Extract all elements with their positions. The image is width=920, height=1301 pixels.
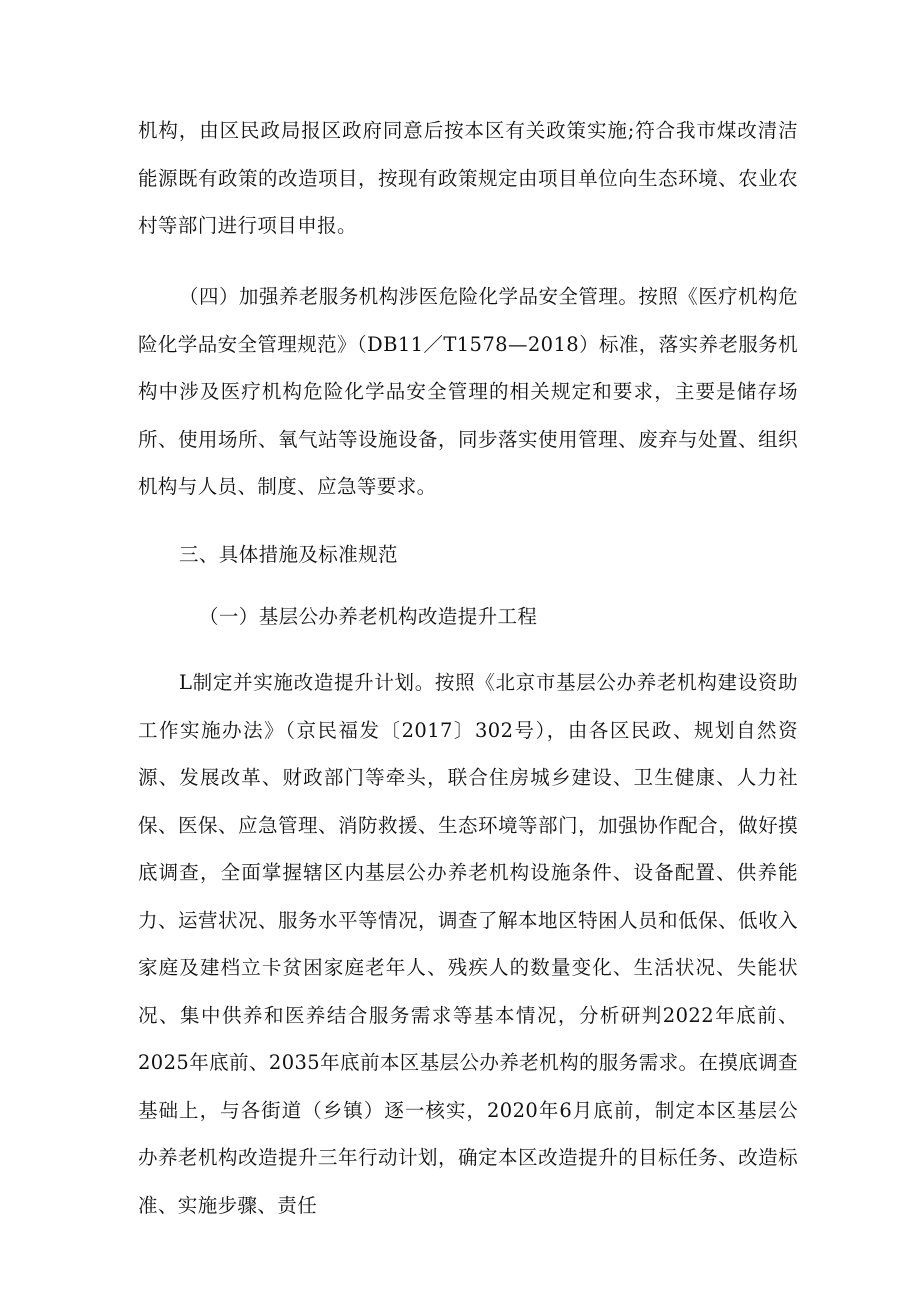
paragraph-upgrade-plan: L制定并实施改造提升计划。按照《北京市基层公办养老机构建设资助工作实施办法》（京民福发〔2017〕302号），由各区民政、规划自然资源、发展改革、财政部门等牵头，联合住房城乡建设、卫生健康、人力社保、医保、应急管理、消防救援、生态环境等部门，加强协作配合，做好摸底调查，全面掌握辖区内基层公办养老机构设施条件、设备配置、供养能力、运营状况、服务水平等情况，调查了解本地区特困人员和低保、低收入家庭及建档立卡贫困家庭老年人、残疾人的数量变化、生活状况、失能状况、集中供养和医养结合服务需求等基本情况，分析研判2022年底前、2025年底前、2035年底前本区基层公办养老机构的服务需求。在摸底调查基础上，与各街道（乡镇）逐一核实，2020年6月底前，制定本区基层公办养老机构改造提升三年行动计划，确定本区改造提升的目标任务、改造标准、实施步骤、责任 (138, 671, 798, 1217)
section-heading: 三、具体措施及标准规范 (179, 543, 398, 566)
paragraph-hazardous-chemicals: （四）加强养老服务机构涉医危险化学品安全管理。按照《医疗机构危险化学品安全管理规范》（DB11／T1578—2018）标准，落实养老服务机构中涉及医疗机构危险化学品安全管理的相关规定和要求，主要是储存场所、使用场所、氧气站等设施设备，同步落实使用管理、废弃与处置、组织机构与人员、制度、应急等要求。 (138, 285, 798, 498)
paragraph-continuation: 机构，由区民政局报区政府同意后按本区有关政策实施;符合我市煤改清洁能源既有政策的改造项目，按现有政策规定由项目单位向生态环境、农业农村等部门进行项目申报。 (138, 119, 798, 237)
subsection-heading: （一）基层公办养老机构改造提升工程 (199, 605, 538, 628)
